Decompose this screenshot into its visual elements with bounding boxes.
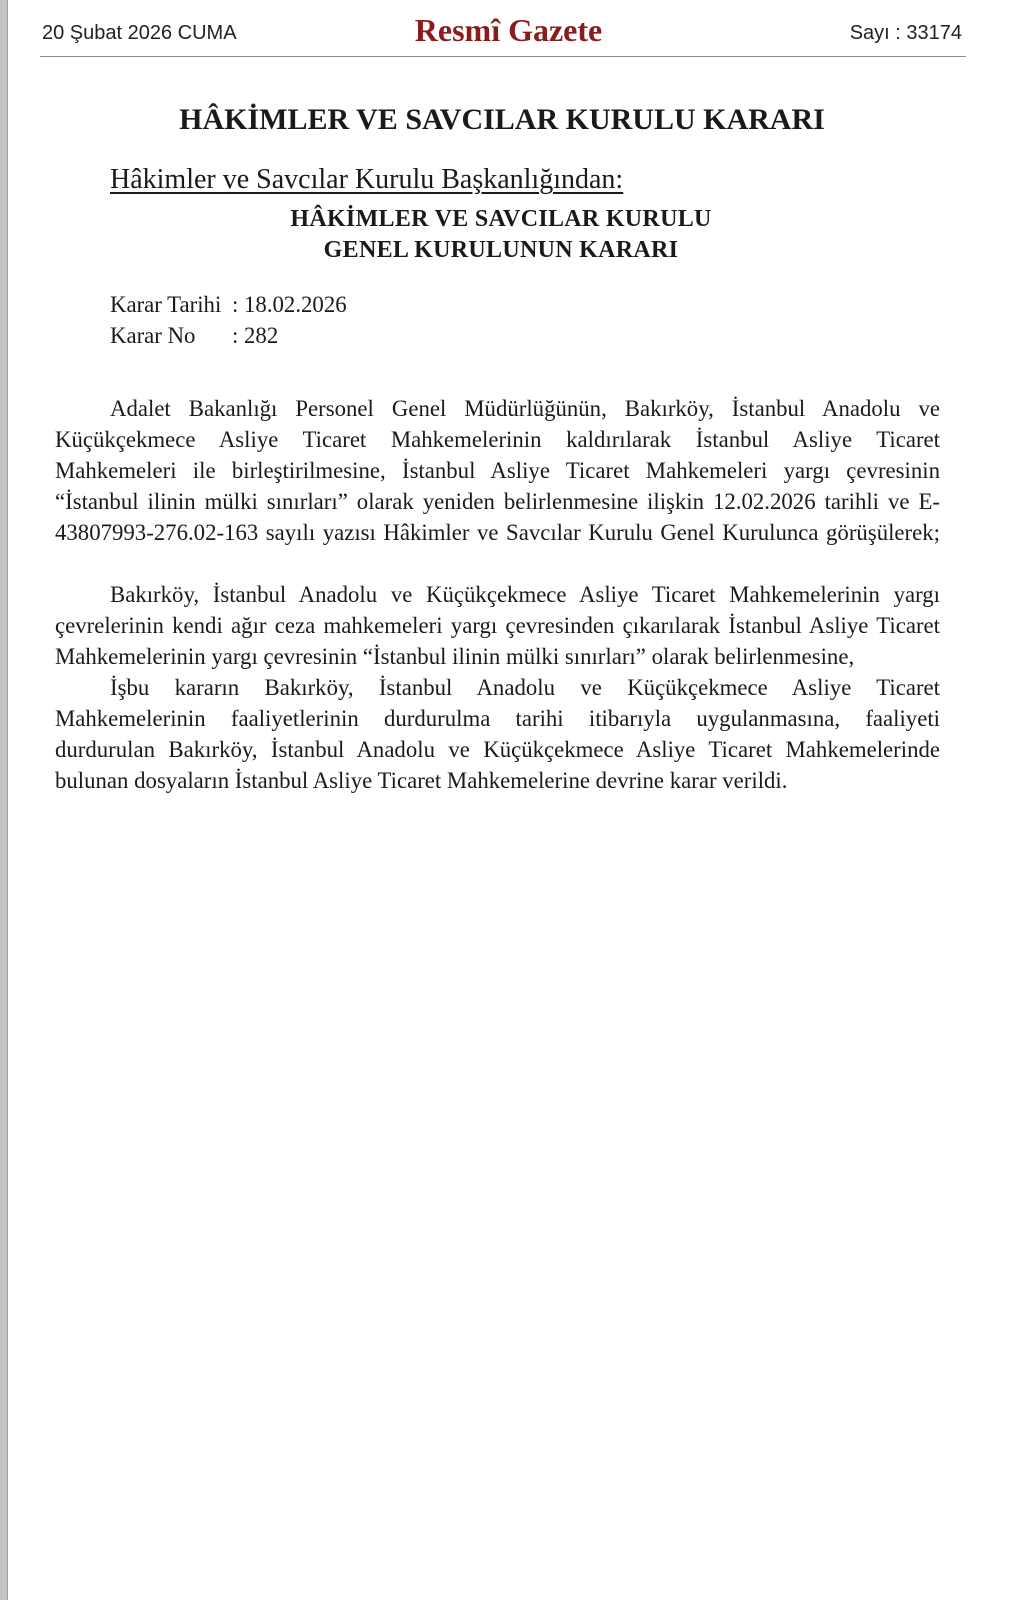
decision-paragraph <box>55 393 940 548</box>
paragraph-line: Küçükçekmece Asliye Ticaret Mahkemelerinin kaldırılarak İstanbul Asliye Ticaret <box>55 427 940 452</box>
paragraph-line: İşbu kararın Bakırköy, İstanbul Anadolu ve Küçükçekmece Asliye Ticaret <box>110 675 940 700</box>
decision-date-row <box>110 289 347 320</box>
subtitle-line: GENEL KURULUNUN KARARI <box>323 237 679 263</box>
issue-number: Sayı : 33174 <box>849 22 962 44</box>
gazette-name: Resmî Gazete <box>414 12 603 48</box>
paragraph-line: çevrelerinin kendi ağır ceza mahkemeleri yargı çevresinden çıkarılarak İstanbul Asliye Ticaret <box>55 613 940 638</box>
decision-number-label: Karar No <box>110 323 196 348</box>
issue-date: 20 Şubat 2026 CUMA <box>42 22 237 44</box>
header-divider <box>40 56 966 57</box>
decision-date-value: : 18.02.2026 <box>232 292 347 317</box>
paragraph-line: Mahkemeleri ile birleştirilmesine, İstanbul Asliye Ticaret Mahkemeleri yargı çevresinin <box>55 458 940 483</box>
document-title: HÂKİMLER VE SAVCILAR KURULU KARARI <box>179 103 825 136</box>
paragraph-line: Mahkemelerinin faaliyetlerinin durdurulma tarihi itibarıyla uygulanmasına, faaliyeti <box>55 706 940 731</box>
decision-number-row <box>110 320 347 351</box>
paragraph-line: Bakırköy, İstanbul Anadolu ve Küçükçekmece Asliye Ticaret Mahkemelerinin yargı <box>110 582 940 607</box>
decision-number-value: : 282 <box>232 323 279 348</box>
paragraph-line: Adalet Bakanlığı Personel Genel Müdürlüğünün, Bakırköy, İstanbul Anadolu ve <box>110 396 940 421</box>
paragraph-line: bulunan dosyaların İstanbul Asliye Ticaret Mahkemelerine devrine karar verildi. <box>55 768 788 793</box>
decision-date-label: Karar Tarihi <box>110 292 222 317</box>
paragraph-line: Mahkemelerinin yargı çevresinin “İstanbul ilinin mülki sınırları” olarak belirlenmesine, <box>55 644 855 669</box>
paragraph-line: durdurulan Bakırköy, İstanbul Anadolu ve Küçükçekmece Asliye Ticaret Mahkemelerinde <box>55 737 940 762</box>
paragraph-line: “İstanbul ilinin mülki sınırları” olarak yeniden belirlenmesine ilişkin 12.02.2026 tarihli ve E- <box>55 489 940 514</box>
decision-subtitle <box>0 204 1002 266</box>
decision-ruling <box>55 579 940 796</box>
paragraph-line: 43807993-276.02-163 sayılı yazısı Hâkimler ve Savcılar Kurulu Genel Kurulunca görüşülerek; <box>55 520 940 545</box>
decision-meta <box>110 289 347 351</box>
subtitle-line: HÂKİMLER VE SAVCILAR KURULU <box>290 206 712 232</box>
issuing-authority: Hâkimler ve Savcılar Kurulu Başkanlığından: <box>110 164 624 195</box>
